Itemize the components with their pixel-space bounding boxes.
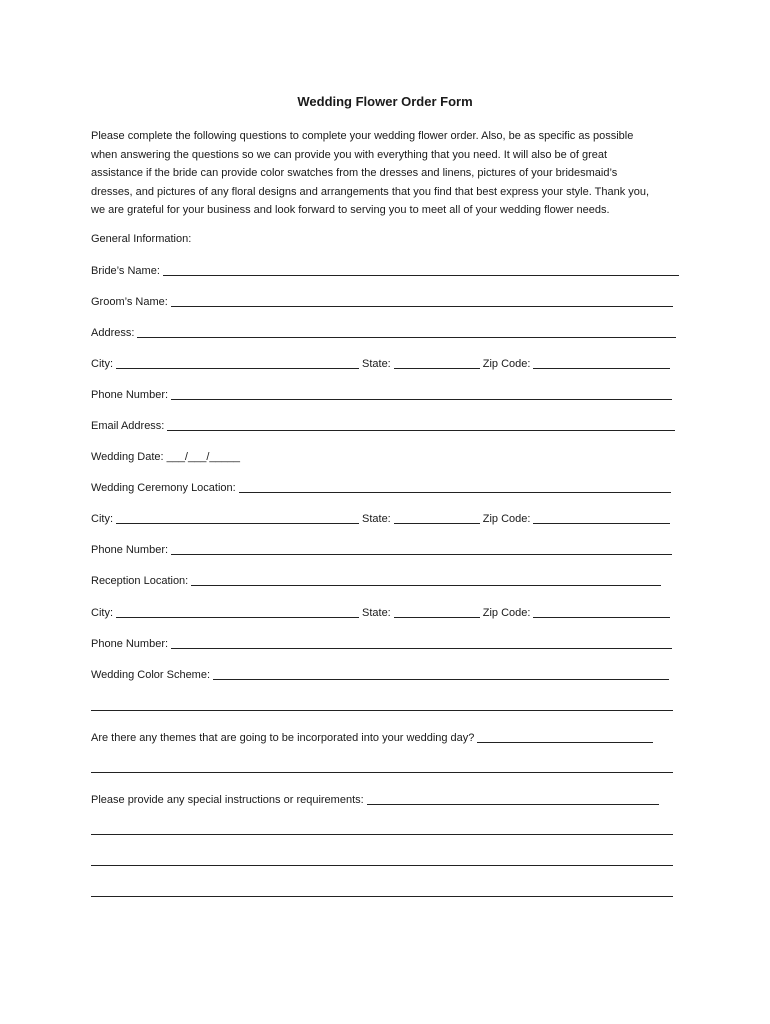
wedding-date-row (91, 448, 240, 464)
special-instructions-row (91, 791, 659, 807)
state-field[interactable] (394, 523, 480, 524)
city-state-zip-row (91, 604, 670, 620)
address-row (91, 324, 676, 340)
state-label: State: (362, 513, 391, 525)
intro-line: dresses, and pictures of any floral designs and arrangements that you find that best express your style. Thank you, (91, 185, 650, 198)
ceremony-location-field[interactable] (239, 492, 671, 493)
themes-row (91, 729, 653, 745)
ceremony-location-label: Wedding Ceremony Location: (91, 482, 236, 494)
state-label: State: (362, 358, 391, 370)
phone-field[interactable] (171, 648, 672, 649)
intro-line: we are grateful for your business and look forward to serving you to meet all of your wedding flower needs. (91, 204, 610, 217)
email-label: Email Address: (91, 420, 165, 432)
zip-label: Zip Code: (482, 607, 531, 619)
zip-field[interactable] (533, 368, 670, 369)
zip-field[interactable] (533, 523, 670, 524)
themes-extra-line[interactable] (91, 772, 673, 773)
grooms-name-label: Groom’s Name: (91, 296, 168, 308)
zip-label: Zip Code: (482, 513, 531, 525)
address-field[interactable] (137, 337, 676, 338)
phone-field[interactable] (171, 399, 672, 400)
ceremony-location-row (91, 479, 671, 495)
email-row (91, 417, 675, 433)
color-scheme-row (91, 666, 669, 682)
reception-location-row (91, 572, 661, 588)
intro-line: when answering the questions so we can provide you with everything that you need. It will also be of great (91, 148, 608, 161)
reception-location-field[interactable] (191, 585, 661, 586)
city-label: City: (91, 358, 113, 370)
city-label: City: (91, 513, 113, 525)
city-field[interactable] (116, 617, 359, 618)
phone-row (91, 635, 672, 651)
intro-line: assistance if the bride can provide color swatches from the dresses and linens, pictures of your bridesmaid’s (91, 167, 618, 180)
phone-label: Phone Number: (91, 544, 169, 556)
special-instructions-label: Please provide any special instructions or requirements: (91, 794, 364, 806)
state-field[interactable] (394, 368, 480, 369)
color-scheme-field[interactable] (213, 679, 669, 680)
phone-row (91, 386, 672, 402)
special-instructions-field[interactable] (367, 804, 659, 805)
email-field[interactable] (167, 430, 675, 431)
color-scheme-extra-line[interactable] (91, 710, 673, 711)
city-field[interactable] (116, 523, 359, 524)
special-instructions-line[interactable] (91, 865, 673, 866)
city-field[interactable] (116, 368, 359, 369)
address-label: Address: (91, 327, 135, 339)
special-instructions-line[interactable] (91, 834, 673, 835)
general-information-heading: General Information: (91, 233, 192, 245)
wedding-date-label: Wedding Date: (91, 451, 164, 463)
phone-field[interactable] (171, 554, 672, 555)
city-state-zip-row (91, 510, 670, 526)
reception-location-label: Reception Location: (91, 575, 189, 587)
state-label: State: (362, 607, 391, 619)
zip-field[interactable] (533, 617, 670, 618)
color-scheme-label: Wedding Color Scheme: (91, 669, 211, 681)
brides-name-row (91, 262, 679, 278)
intro-line: Please complete the following questions to complete your wedding flower order. Also, be as specific as possible (91, 130, 634, 142)
grooms-name-field[interactable] (171, 306, 673, 307)
phone-label: Phone Number: (91, 638, 169, 650)
state-field[interactable] (394, 617, 480, 618)
brides-name-label: Bride’s Name: (91, 265, 160, 277)
phone-label: Phone Number: (91, 389, 169, 401)
grooms-name-row (91, 293, 673, 309)
themes-question-label: Are there any themes that are going to be incorporated into your wedding day? (91, 732, 475, 744)
themes-field[interactable] (477, 742, 653, 743)
brides-name-field[interactable] (163, 275, 679, 276)
special-instructions-line[interactable] (91, 896, 673, 897)
intro-paragraph (91, 127, 691, 220)
form-title: Wedding Flower Order Form (297, 94, 473, 109)
city-state-zip-row (91, 355, 670, 371)
wedding-date-field[interactable]: ___/___/_____ (166, 451, 240, 463)
zip-label: Zip Code: (482, 358, 531, 370)
city-label: City: (91, 607, 113, 619)
phone-row (91, 541, 672, 557)
